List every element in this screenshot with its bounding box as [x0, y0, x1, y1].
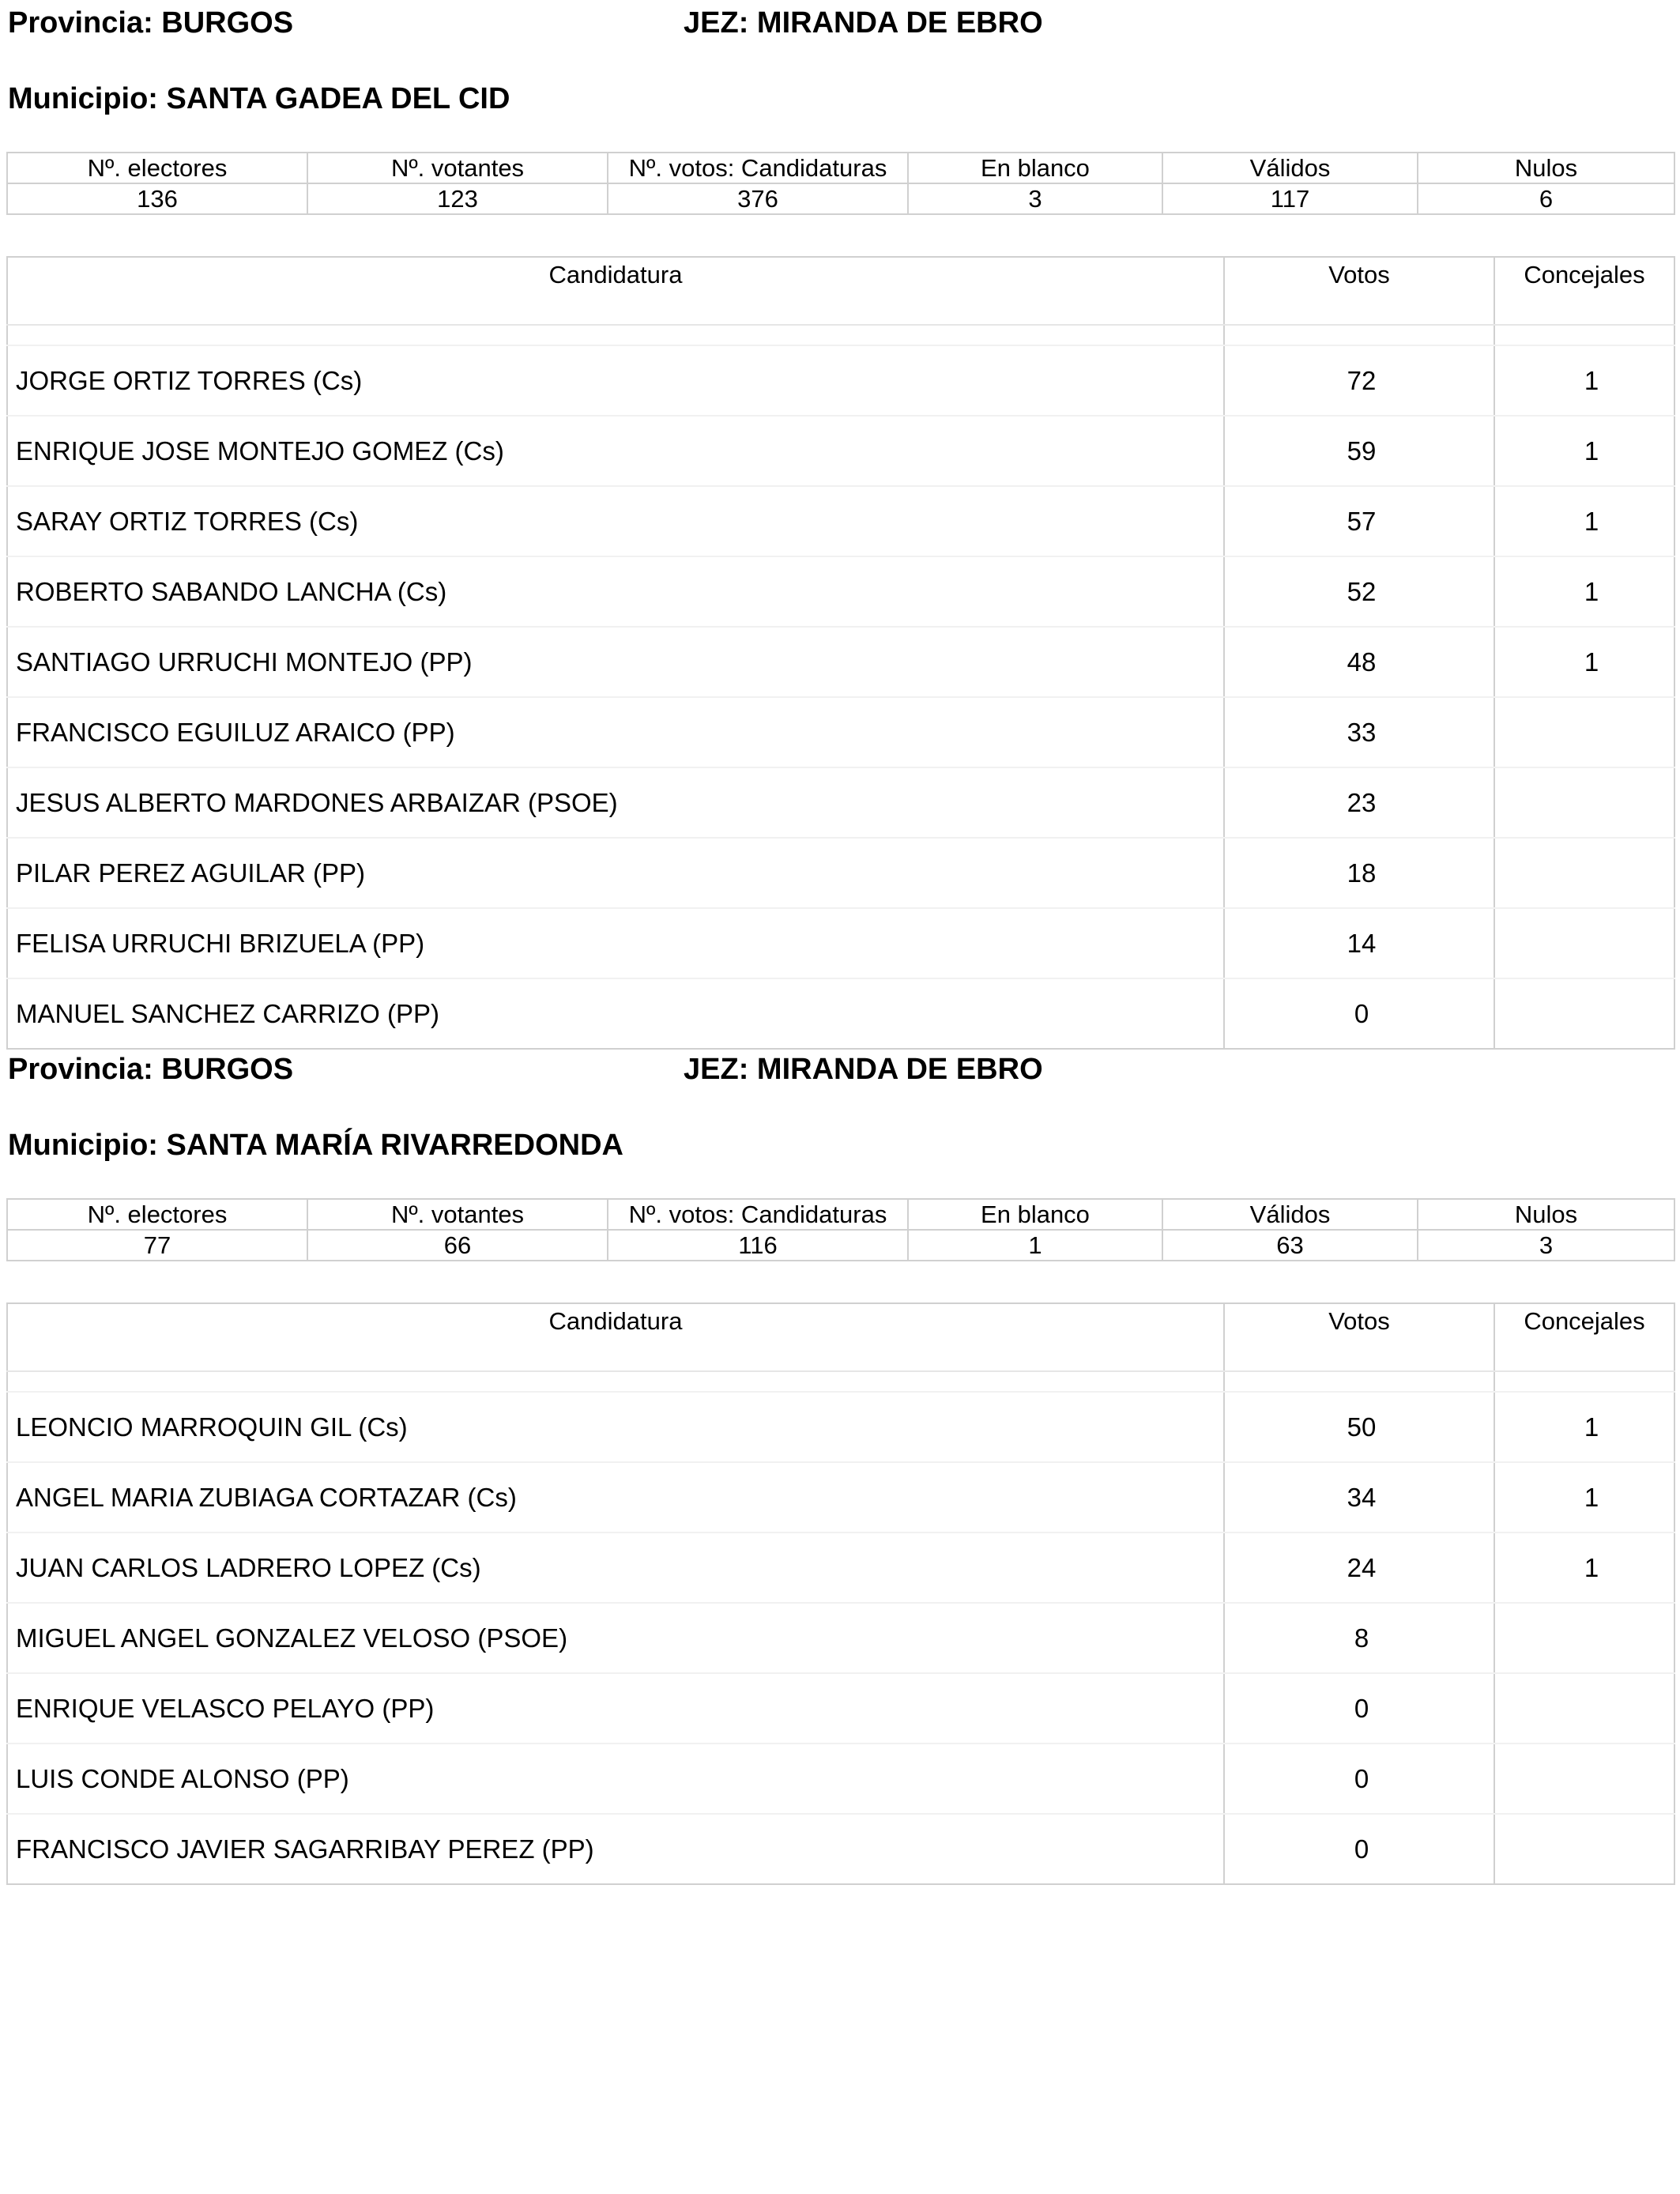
header-concejales: Concejales: [1494, 257, 1674, 325]
provincia-label: Provincia:: [8, 1053, 153, 1086]
summary-value-votos-candidaturas: 376: [608, 183, 908, 214]
spacer-row: [7, 1371, 1674, 1392]
header-votos: Votos: [1224, 1303, 1494, 1371]
candidates-table: [6, 256, 1675, 1050]
provincia-label: Provincia:: [8, 6, 153, 40]
candidate-concejales: 1: [1494, 416, 1674, 486]
provincia-jez-header: [8, 6, 1043, 40]
summary-header-validos: Válidos: [1162, 153, 1418, 183]
table-row: [7, 627, 1674, 697]
candidate-name: JUAN CARLOS LADRERO LOPEZ (Cs): [7, 1532, 1224, 1603]
summary-value-votantes: 123: [307, 183, 608, 214]
provincia-value: BURGOS: [161, 6, 294, 40]
candidate-votos: 72: [1224, 345, 1494, 416]
jez-label: JEZ:: [684, 6, 749, 40]
summary-value-electores: 136: [7, 183, 307, 214]
candidate-concejales: 1: [1494, 1392, 1674, 1462]
table-row: [7, 1603, 1674, 1673]
summary-header-en-blanco: En blanco: [908, 1199, 1162, 1230]
summary-value-nulos: 6: [1418, 183, 1674, 214]
header-candidatura: Candidatura: [7, 1303, 1224, 1371]
candidate-name: FRANCISCO JAVIER SAGARRIBAY PEREZ (PP): [7, 1814, 1224, 1884]
table-row: [7, 556, 1674, 627]
candidate-concejales: [1494, 1744, 1674, 1814]
spacer-row: [7, 325, 1674, 345]
candidate-name: SARAY ORTIZ TORRES (Cs): [7, 486, 1224, 556]
summary-header-row: [7, 1199, 1674, 1230]
candidate-votos: 0: [1224, 1673, 1494, 1744]
candidate-name: ROBERTO SABANDO LANCHA (Cs): [7, 556, 1224, 627]
summary-value-electores: 77: [7, 1230, 307, 1261]
table-row: [7, 767, 1674, 838]
candidate-concejales: [1494, 1603, 1674, 1673]
candidate-name: SANTIAGO URRUCHI MONTEJO (PP): [7, 627, 1224, 697]
candidate-concejales: [1494, 978, 1674, 1049]
table-row: [7, 978, 1674, 1049]
candidate-votos: 59: [1224, 416, 1494, 486]
provincia-value: BURGOS: [161, 1053, 294, 1086]
candidate-votos: 57: [1224, 486, 1494, 556]
candidate-votos: 18: [1224, 838, 1494, 908]
candidate-name: ANGEL MARIA ZUBIAGA CORTAZAR (Cs): [7, 1462, 1224, 1532]
candidate-votos: 23: [1224, 767, 1494, 838]
summary-value-validos: 63: [1162, 1230, 1418, 1261]
candidate-concejales: 1: [1494, 1532, 1674, 1603]
table-row: [7, 1462, 1674, 1532]
candidate-concejales: [1494, 1814, 1674, 1884]
table-row: [7, 1814, 1674, 1884]
candidate-name: MIGUEL ANGEL GONZALEZ VELOSO (PSOE): [7, 1603, 1224, 1673]
summary-header-en-blanco: En blanco: [908, 153, 1162, 183]
candidate-votos: 34: [1224, 1462, 1494, 1532]
table-row: [7, 486, 1674, 556]
candidate-name: LUIS CONDE ALONSO (PP): [7, 1744, 1224, 1814]
header-candidatura: Candidatura: [7, 257, 1224, 325]
candidate-votos: 14: [1224, 908, 1494, 978]
candidate-concejales: [1494, 1673, 1674, 1744]
provincia-jez-header: [8, 1053, 1043, 1087]
municipio-header: [8, 82, 510, 116]
candidate-votos: 0: [1224, 1814, 1494, 1884]
table-row: [7, 838, 1674, 908]
municipio-label: Municipio:: [8, 1129, 158, 1162]
candidate-name: FELISA URRUCHI BRIZUELA (PP): [7, 908, 1224, 978]
candidate-concejales: 1: [1494, 627, 1674, 697]
table-row: [7, 1744, 1674, 1814]
candidate-votos: 33: [1224, 697, 1494, 767]
summary-header-votos-candidaturas: Nº. votos: Candidaturas: [608, 153, 908, 183]
candidate-name: JESUS ALBERTO MARDONES ARBAIZAR (PSOE): [7, 767, 1224, 838]
candidate-name: FRANCISCO EGUILUZ ARAICO (PP): [7, 697, 1224, 767]
table-row: [7, 1532, 1674, 1603]
jez-value: MIRANDA DE EBRO: [756, 6, 1043, 40]
jez-value: MIRANDA DE EBRO: [756, 1053, 1043, 1086]
summary-value-en-blanco: 1: [908, 1230, 1162, 1261]
candidate-votos: 48: [1224, 627, 1494, 697]
candidates-header-row: [7, 257, 1674, 325]
candidate-concejales: [1494, 838, 1674, 908]
summary-value-row: [7, 1230, 1674, 1261]
summary-header-electores: Nº. electores: [7, 1199, 307, 1230]
summary-table: [6, 152, 1675, 215]
summary-value-validos: 117: [1162, 183, 1418, 214]
candidate-name: ENRIQUE VELASCO PELAYO (PP): [7, 1673, 1224, 1744]
candidate-votos: 52: [1224, 556, 1494, 627]
summary-header-nulos: Nulos: [1418, 153, 1674, 183]
jez-label: JEZ:: [684, 1053, 749, 1086]
candidate-votos: 24: [1224, 1532, 1494, 1603]
candidates-table: [6, 1302, 1675, 1885]
summary-header-validos: Válidos: [1162, 1199, 1418, 1230]
municipio-value: SANTA MARÍA RIVARREDONDA: [166, 1129, 623, 1162]
table-row: [7, 345, 1674, 416]
summary-header-votantes: Nº. votantes: [307, 1199, 608, 1230]
jez-group: [684, 1053, 1043, 1087]
table-row: [7, 1673, 1674, 1744]
summary-header-row: [7, 153, 1674, 183]
summary-header-votantes: Nº. votantes: [307, 153, 608, 183]
candidate-concejales: 1: [1494, 486, 1674, 556]
summary-header-votos-candidaturas: Nº. votos: Candidaturas: [608, 1199, 908, 1230]
municipio-header: [8, 1129, 623, 1163]
municipio-value: SANTA GADEA DEL CID: [166, 82, 510, 115]
candidate-votos: 0: [1224, 978, 1494, 1049]
candidate-name: PILAR PEREZ AGUILAR (PP): [7, 838, 1224, 908]
summary-value-row: [7, 183, 1674, 214]
municipio-label: Municipio:: [8, 82, 158, 115]
table-row: [7, 908, 1674, 978]
summary-value-votantes: 66: [307, 1230, 608, 1261]
candidates-header-row: [7, 1303, 1674, 1371]
candidate-votos: 50: [1224, 1392, 1494, 1462]
candidate-name: LEONCIO MARROQUIN GIL (Cs): [7, 1392, 1224, 1462]
summary-value-votos-candidaturas: 116: [608, 1230, 908, 1261]
summary-header-electores: Nº. electores: [7, 153, 307, 183]
candidate-concejales: 1: [1494, 556, 1674, 627]
candidate-concejales: [1494, 767, 1674, 838]
candidate-concejales: 1: [1494, 345, 1674, 416]
header-votos: Votos: [1224, 257, 1494, 325]
summary-header-nulos: Nulos: [1418, 1199, 1674, 1230]
candidate-votos: 8: [1224, 1603, 1494, 1673]
table-row: [7, 1392, 1674, 1462]
candidate-concejales: [1494, 697, 1674, 767]
table-row: [7, 697, 1674, 767]
jez-group: [684, 6, 1043, 40]
candidate-name: MANUEL SANCHEZ CARRIZO (PP): [7, 978, 1224, 1049]
candidate-name: JORGE ORTIZ TORRES (Cs): [7, 345, 1224, 416]
candidate-concejales: [1494, 908, 1674, 978]
header-concejales: Concejales: [1494, 1303, 1674, 1371]
table-row: [7, 416, 1674, 486]
summary-table: [6, 1198, 1675, 1261]
summary-value-en-blanco: 3: [908, 183, 1162, 214]
candidate-votos: 0: [1224, 1744, 1494, 1814]
candidate-concejales: 1: [1494, 1462, 1674, 1532]
summary-value-nulos: 3: [1418, 1230, 1674, 1261]
candidate-name: ENRIQUE JOSE MONTEJO GOMEZ (Cs): [7, 416, 1224, 486]
